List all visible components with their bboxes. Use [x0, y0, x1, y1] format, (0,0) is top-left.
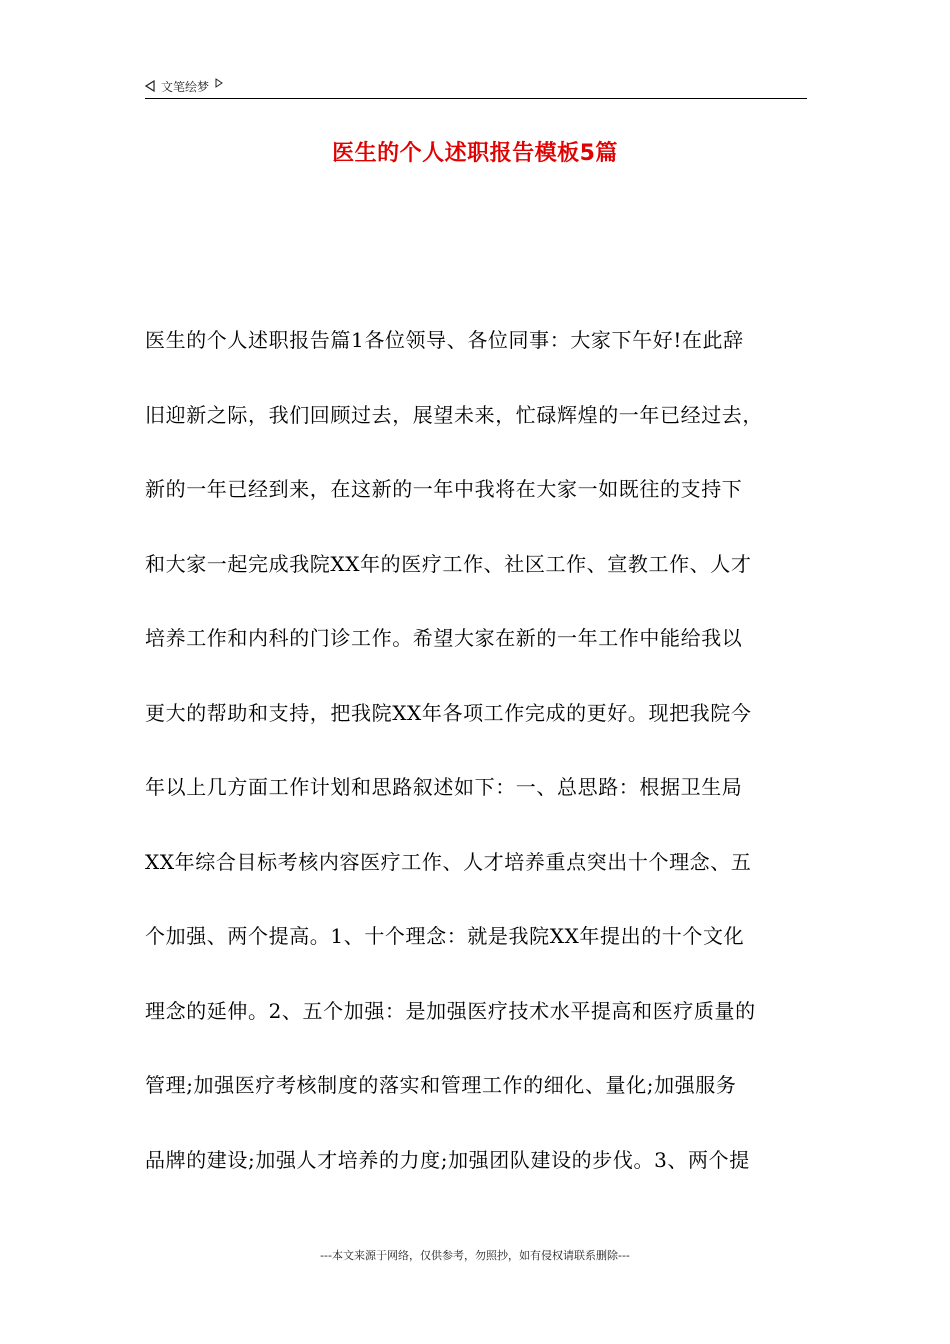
page-header [145, 76, 807, 99]
body-line: 和大家一起完成我院XX年的医疗工作、社区工作、宣教工作、人才 [145, 551, 752, 576]
body-line: 医生的个人述职报告篇1各位领导、各位同事：大家下午好!在此辞 [145, 328, 744, 352]
header-brand [145, 76, 223, 96]
body-line: 新的一年已经到来，在这新的一年中我将在大家一如既往的支持下 [145, 477, 743, 501]
body-line: XX年综合目标考核内容医疗工作、人才培养重点突出十个理念、五 [145, 849, 752, 874]
body-line: 理念的延伸。2、五个加强：是加强医疗技术水平提高和医疗质量的 [145, 998, 756, 1023]
body-line: 更大的帮助和支持，把我院XX年各项工作完成的更好。现把我院今 [145, 700, 752, 725]
body-line: 品牌的建设;加强人才培养的力度;加强团队建设的步伐。3、两个提 [145, 1147, 750, 1172]
triangle-right-icon [215, 78, 223, 88]
footer-notice: ---本文来源于网络，仅供参考，勿照抄，如有侵权请联系删除--- [320, 1249, 630, 1262]
body-line: 个加强、两个提高。1、十个理念：就是我院XX年提出的十个文化 [145, 924, 745, 948]
triangle-left-icon [145, 80, 155, 92]
document-title: 医生的个人述职报告模板5篇 [332, 141, 618, 166]
body-line: 年以上几方面工作计划和思路叙述如下：一、总思路：根据卫生局 [145, 775, 743, 799]
body-line: 旧迎新之际，我们回顾过去，展望未来，忙碌辉煌的一年已经过去， [145, 402, 763, 427]
document-body [145, 318, 809, 1212]
brand-name: 文笔绘梦 [161, 79, 210, 94]
body-line: 管理;加强医疗考核制度的落实和管理工作的细化、量化;加强服务 [145, 1073, 737, 1097]
body-line: 培养工作和内科的门诊工作。希望大家在新的一年工作中能给我以 [145, 626, 743, 650]
